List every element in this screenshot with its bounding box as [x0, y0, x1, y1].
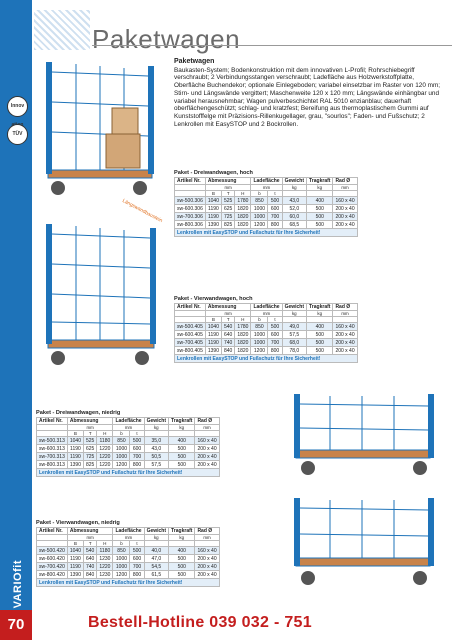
- table-cell: 78,0: [282, 347, 306, 355]
- table-cell: 740: [221, 339, 234, 347]
- table-cell: 640: [83, 555, 96, 563]
- table-note: Lenkrollen mit EasySTOP und Fußschutz für Ihre Sicherheit!: [175, 229, 358, 237]
- table-cell: 500: [130, 437, 144, 445]
- table-cell: 1780: [235, 197, 251, 205]
- table-cell: 540: [83, 547, 96, 555]
- article-number: sw-600.420: [37, 555, 68, 563]
- description-heading: Paketwagen: [174, 58, 215, 65]
- table-cell: 700: [268, 339, 282, 347]
- column-header: Rad Ø: [333, 304, 357, 311]
- table-block: [36, 410, 220, 477]
- article-number: sw-700.313: [37, 453, 68, 461]
- unit-header: mm: [195, 425, 219, 431]
- article-number: sw-700.306: [175, 213, 206, 221]
- table-row: [175, 205, 358, 213]
- dimension-letter: B: [67, 431, 83, 437]
- unit-header: mm: [251, 185, 282, 191]
- column-header: Ladefläche: [251, 304, 282, 311]
- dimension-letter: T: [221, 317, 234, 323]
- unit-header: mm: [67, 425, 113, 431]
- table-heading: Paket - Vierwandwagen, hoch: [174, 296, 253, 302]
- column-header: Tragkraft: [307, 304, 333, 311]
- table-cell: 525: [83, 437, 96, 445]
- table-row: [175, 331, 358, 339]
- table-cell: 1040: [205, 197, 221, 205]
- table-cell: 1230: [97, 571, 113, 579]
- column-header: Artikel Nr.: [175, 304, 206, 311]
- table-cell: 500: [307, 339, 333, 347]
- table-cell: 400: [169, 547, 195, 555]
- spec-table: [36, 527, 220, 587]
- unit-header: mm: [113, 535, 144, 541]
- table-row: [37, 563, 220, 571]
- unit-header: mm: [251, 311, 282, 317]
- dimension-letter: H: [97, 431, 113, 437]
- table-cell: 60,0: [282, 213, 306, 221]
- product-image-four-wall-high: [36, 214, 166, 374]
- column-header: Tragkraft: [307, 178, 333, 185]
- table-cell: 500: [307, 205, 333, 213]
- article-number: sw-500.313: [37, 437, 68, 445]
- column-header: Gewicht: [144, 418, 168, 425]
- table-cell: 200 x 40: [333, 213, 357, 221]
- hotline-banner: Bestell-Hotline 039 032 - 751: [88, 614, 312, 631]
- column-header: Tragkraft: [169, 528, 195, 535]
- article-number: sw-500.420: [37, 547, 68, 555]
- unit-header: kg: [169, 535, 195, 541]
- dimension-letter: b: [251, 317, 268, 323]
- column-header: Artikel Nr.: [175, 178, 206, 185]
- table-cell: 57,5: [144, 461, 168, 469]
- table-cell: 600: [130, 555, 144, 563]
- table-cell: 400: [307, 323, 333, 331]
- dimension-letter: B: [67, 541, 83, 547]
- dimension-letter: H: [235, 191, 251, 197]
- table-heading: Paket - Vierwandwagen, niedrig: [36, 520, 120, 526]
- dimension-letter: B: [205, 317, 221, 323]
- table-row: [175, 197, 358, 205]
- table-cell: 700: [268, 213, 282, 221]
- table-cell: 500: [307, 347, 333, 355]
- table-cell: 1190: [205, 213, 221, 221]
- article-number: sw-500.306: [175, 197, 206, 205]
- table-cell: 1820: [235, 213, 251, 221]
- table-cell: 600: [268, 331, 282, 339]
- table-cell: 500: [169, 453, 195, 461]
- table-block: [174, 170, 358, 237]
- table-cell: 500: [307, 221, 333, 229]
- table-cell: 40,0: [144, 547, 168, 555]
- dimension-letter: B: [205, 191, 221, 197]
- table-row: [37, 461, 220, 469]
- table-cell: 1190: [67, 453, 83, 461]
- article-number: sw-800.420: [37, 571, 68, 579]
- unit-header: kg: [282, 185, 306, 191]
- table-cell: 1000: [251, 331, 268, 339]
- table-cell: 1390: [67, 461, 83, 469]
- article-number: sw-700.405: [175, 339, 206, 347]
- column-header: Abmessung: [67, 528, 113, 535]
- table-cell: 1000: [251, 205, 268, 213]
- column-header: Gewicht: [282, 178, 306, 185]
- table-cell: 1040: [67, 547, 83, 555]
- table-cell: 500: [268, 323, 282, 331]
- page-title: Paketwagen: [92, 24, 241, 54]
- table-cell: 850: [251, 197, 268, 205]
- table-cell: 625: [83, 445, 96, 453]
- table-cell: 1390: [205, 221, 221, 229]
- table-cell: 35,0: [144, 437, 168, 445]
- table-cell: 68,0: [282, 339, 306, 347]
- table-cell: 825: [221, 221, 234, 229]
- table-cell: 1220: [97, 563, 113, 571]
- table-cell: 160 x 40: [195, 547, 219, 555]
- table-cell: 200 x 40: [195, 445, 219, 453]
- table-cell: 1200: [113, 571, 130, 579]
- table-row: [37, 453, 220, 461]
- column-header: Rad Ø: [195, 418, 219, 425]
- table-cell: 1000: [113, 445, 130, 453]
- table-row: [37, 445, 220, 453]
- column-header: Rad Ø: [333, 178, 357, 185]
- table-cell: 200 x 40: [195, 563, 219, 571]
- dimension-letter: T: [83, 431, 96, 437]
- table-cell: 1820: [235, 221, 251, 229]
- table-cell: 200 x 40: [333, 339, 357, 347]
- unit-header: mm: [205, 311, 251, 317]
- table-cell: 1040: [67, 437, 83, 445]
- table-cell: 1190: [67, 445, 83, 453]
- table-cell: 52,0: [282, 205, 306, 213]
- spec-table: [174, 303, 358, 363]
- innovation-badge: Innov: [7, 96, 28, 117]
- unit-header: mm: [113, 425, 144, 431]
- dimension-letter: H: [235, 317, 251, 323]
- table-cell: 1390: [205, 347, 221, 355]
- table-cell: 725: [221, 213, 234, 221]
- unit-header: mm: [333, 185, 357, 191]
- table-cell: 1000: [113, 453, 130, 461]
- table-cell: 500: [268, 197, 282, 205]
- table-cell: 625: [221, 205, 234, 213]
- unit-header: kg: [282, 311, 306, 317]
- table-cell: 200 x 40: [195, 571, 219, 579]
- column-header: Abmessung: [67, 418, 113, 425]
- table-cell: 50,5: [144, 453, 168, 461]
- table-cell: 800: [130, 461, 144, 469]
- table-cell: 1000: [251, 339, 268, 347]
- table-cell: 57,5: [282, 331, 306, 339]
- unit-header: kg: [307, 185, 333, 191]
- table-cell: 160 x 40: [333, 323, 357, 331]
- unit-header: mm: [67, 535, 113, 541]
- table-cell: 700: [130, 563, 144, 571]
- unit-header: mm: [205, 185, 251, 191]
- table-cell: 1200: [251, 347, 268, 355]
- dimension-letter: T: [221, 191, 234, 197]
- table-cell: 825: [83, 461, 96, 469]
- table-cell: 840: [221, 347, 234, 355]
- table-cell: 700: [130, 453, 144, 461]
- dimension-letter: H: [97, 541, 113, 547]
- table-block: [174, 296, 358, 363]
- table-cell: 500: [307, 331, 333, 339]
- table-cell: 160 x 40: [333, 197, 357, 205]
- table-cell: 200 x 40: [333, 221, 357, 229]
- product-image-three-wall-high: [36, 52, 166, 204]
- unit-header: kg: [144, 425, 168, 431]
- column-header: Gewicht: [282, 304, 306, 311]
- table-cell: 1220: [97, 445, 113, 453]
- stamp-label: Längswandbaustein: [121, 197, 164, 225]
- table-cell: 500: [169, 461, 195, 469]
- table-row: [175, 339, 358, 347]
- table-cell: 1820: [235, 331, 251, 339]
- column-header: Tragkraft: [169, 418, 195, 425]
- table-cell: 1190: [205, 331, 221, 339]
- table-cell: 400: [307, 197, 333, 205]
- article-number: sw-700.420: [37, 563, 68, 571]
- article-number: sw-500.405: [175, 323, 206, 331]
- table-cell: 725: [83, 453, 96, 461]
- table-cell: 1180: [97, 547, 113, 555]
- table-row: [175, 347, 358, 355]
- table-cell: 1190: [205, 339, 221, 347]
- table-row: [175, 213, 358, 221]
- table-cell: 850: [251, 323, 268, 331]
- table-cell: 47,0: [144, 555, 168, 563]
- table-heading: Paket - Dreiwandwagen, hoch: [174, 170, 253, 176]
- table-cell: 54,5: [144, 563, 168, 571]
- brand-logo: VARIOfit: [12, 560, 24, 609]
- dimension-letter: b: [251, 191, 268, 197]
- table-cell: 43,0: [144, 445, 168, 453]
- table-cell: 1820: [235, 205, 251, 213]
- table-cell: 1000: [113, 563, 130, 571]
- table-cell: 68,5: [282, 221, 306, 229]
- dimension-letter: t: [268, 317, 282, 323]
- table-block: [36, 520, 220, 587]
- unit-header: kg: [169, 425, 195, 431]
- table-cell: 500: [169, 563, 195, 571]
- table-cell: 1200: [113, 461, 130, 469]
- column-header: Artikel Nr.: [37, 528, 68, 535]
- table-cell: 200 x 40: [195, 555, 219, 563]
- table-cell: 800: [268, 347, 282, 355]
- column-header: Ladefläche: [251, 178, 282, 185]
- unit-header: mm: [333, 311, 357, 317]
- table-cell: 1200: [251, 221, 268, 229]
- column-header: Ladefläche: [113, 418, 144, 425]
- unit-header: kg: [144, 535, 168, 541]
- column-header: Artikel Nr.: [37, 418, 68, 425]
- spec-table: [36, 417, 220, 477]
- table-cell: 640: [221, 331, 234, 339]
- table-cell: 1230: [97, 555, 113, 563]
- table-cell: 525: [221, 197, 234, 205]
- table-row: [175, 323, 358, 331]
- table-cell: 200 x 40: [333, 331, 357, 339]
- dimension-letter: b: [113, 541, 130, 547]
- table-cell: 840: [83, 571, 96, 579]
- table-cell: 500: [169, 445, 195, 453]
- table-cell: 740: [83, 563, 96, 571]
- table-cell: 1190: [67, 555, 83, 563]
- description-block: [174, 58, 444, 128]
- column-header: Abmessung: [205, 304, 251, 311]
- article-number: sw-800.306: [175, 221, 206, 229]
- table-cell: 1000: [113, 555, 130, 563]
- page-number: 70: [0, 610, 32, 640]
- table-cell: 1180: [97, 437, 113, 445]
- table-cell: 1220: [97, 453, 113, 461]
- unit-header: mm: [195, 535, 219, 541]
- table-cell: 200 x 40: [333, 205, 357, 213]
- table-cell: 160 x 40: [195, 437, 219, 445]
- table-row: [37, 437, 220, 445]
- dimension-letter: t: [268, 191, 282, 197]
- table-cell: 500: [169, 555, 195, 563]
- table-cell: 800: [268, 221, 282, 229]
- product-image-three-wall-low: [286, 380, 444, 488]
- tuev-badge: TÜV: [7, 124, 28, 145]
- table-cell: 1390: [67, 571, 83, 579]
- table-cell: 1220: [97, 461, 113, 469]
- unit-header: kg: [307, 311, 333, 317]
- table-cell: 540: [221, 323, 234, 331]
- table-cell: 500: [307, 213, 333, 221]
- table-cell: 49,0: [282, 323, 306, 331]
- table-cell: 61,5: [144, 571, 168, 579]
- table-row: [37, 571, 220, 579]
- article-number: sw-800.405: [175, 347, 206, 355]
- table-cell: 1040: [205, 323, 221, 331]
- article-number: sw-600.306: [175, 205, 206, 213]
- column-header: Abmessung: [205, 178, 251, 185]
- table-cell: 1780: [235, 323, 251, 331]
- description-text: Baukasten-System; Bodenkonstruktion mit dem innovativen L-Profil; Rohrschiebegriff verschraubt; 2 Verbindungsstangen verschraubt; Ladefläche aus Holzwerkstoffplatte, Oberfläche Buchendekor; optionale Einlegeboden; variabel einsetzbar im Raster von 120 mm; Stirn- und Längswände vergittert; Maschenweite 120 x 120 mm; Längswände einhängbar und variabel herausnehmbar; Wagen pulverbeschichtet RAL 5010 enzianblau; dauerhaft oberflächengeschützt; schlag- und kratzfest; Bereifung aus thermoplastischem Gummi auf Kunststofffelge mit Präzisions-Rillenkugellager, grau, "sourlos"; Faden- und Fußschutz; 2 Lenkrollen mit EasySTOP und 2 Bockrollen.: [174, 66, 441, 128]
- table-cell: 200 x 40: [195, 461, 219, 469]
- title-divider: [92, 45, 452, 46]
- table-cell: 850: [113, 437, 130, 445]
- table-cell: 200 x 40: [195, 453, 219, 461]
- table-cell: 850: [113, 547, 130, 555]
- article-number: sw-800.313: [37, 461, 68, 469]
- table-cell: 1190: [67, 563, 83, 571]
- article-number: sw-600.405: [175, 331, 206, 339]
- table-cell: 600: [268, 205, 282, 213]
- header-pattern: [34, 10, 90, 50]
- table-row: [37, 547, 220, 555]
- table-heading: Paket - Dreiwandwagen, niedrig: [36, 410, 121, 416]
- column-header: Gewicht: [144, 528, 168, 535]
- dimension-letter: T: [83, 541, 96, 547]
- column-header: Ladefläche: [113, 528, 144, 535]
- table-cell: 1820: [235, 339, 251, 347]
- table-row: [37, 555, 220, 563]
- table-cell: 43,0: [282, 197, 306, 205]
- table-cell: 500: [169, 571, 195, 579]
- table-cell: 1000: [251, 213, 268, 221]
- table-cell: 400: [169, 437, 195, 445]
- table-note: Lenkrollen mit EasySTOP und Fußschutz für Ihre Sicherheit!: [37, 579, 220, 587]
- column-header: Rad Ø: [195, 528, 219, 535]
- dimension-letter: t: [130, 541, 144, 547]
- table-cell: 1190: [205, 205, 221, 213]
- table-cell: 500: [130, 547, 144, 555]
- table-cell: 1820: [235, 347, 251, 355]
- table-row: [175, 221, 358, 229]
- table-cell: 600: [130, 445, 144, 453]
- article-number: sw-600.313: [37, 445, 68, 453]
- spec-table: [174, 177, 358, 237]
- table-cell: 800: [130, 571, 144, 579]
- dimension-letter: b: [113, 431, 130, 437]
- product-image-four-wall-low: [286, 484, 444, 596]
- table-note: Lenkrollen mit EasySTOP und Fußschutz für Ihre Sicherheit!: [175, 355, 358, 363]
- dimension-letter: t: [130, 431, 144, 437]
- table-note: Lenkrollen mit EasySTOP und Fußschutz für Ihre Sicherheit!: [37, 469, 220, 477]
- table-cell: 200 x 40: [333, 347, 357, 355]
